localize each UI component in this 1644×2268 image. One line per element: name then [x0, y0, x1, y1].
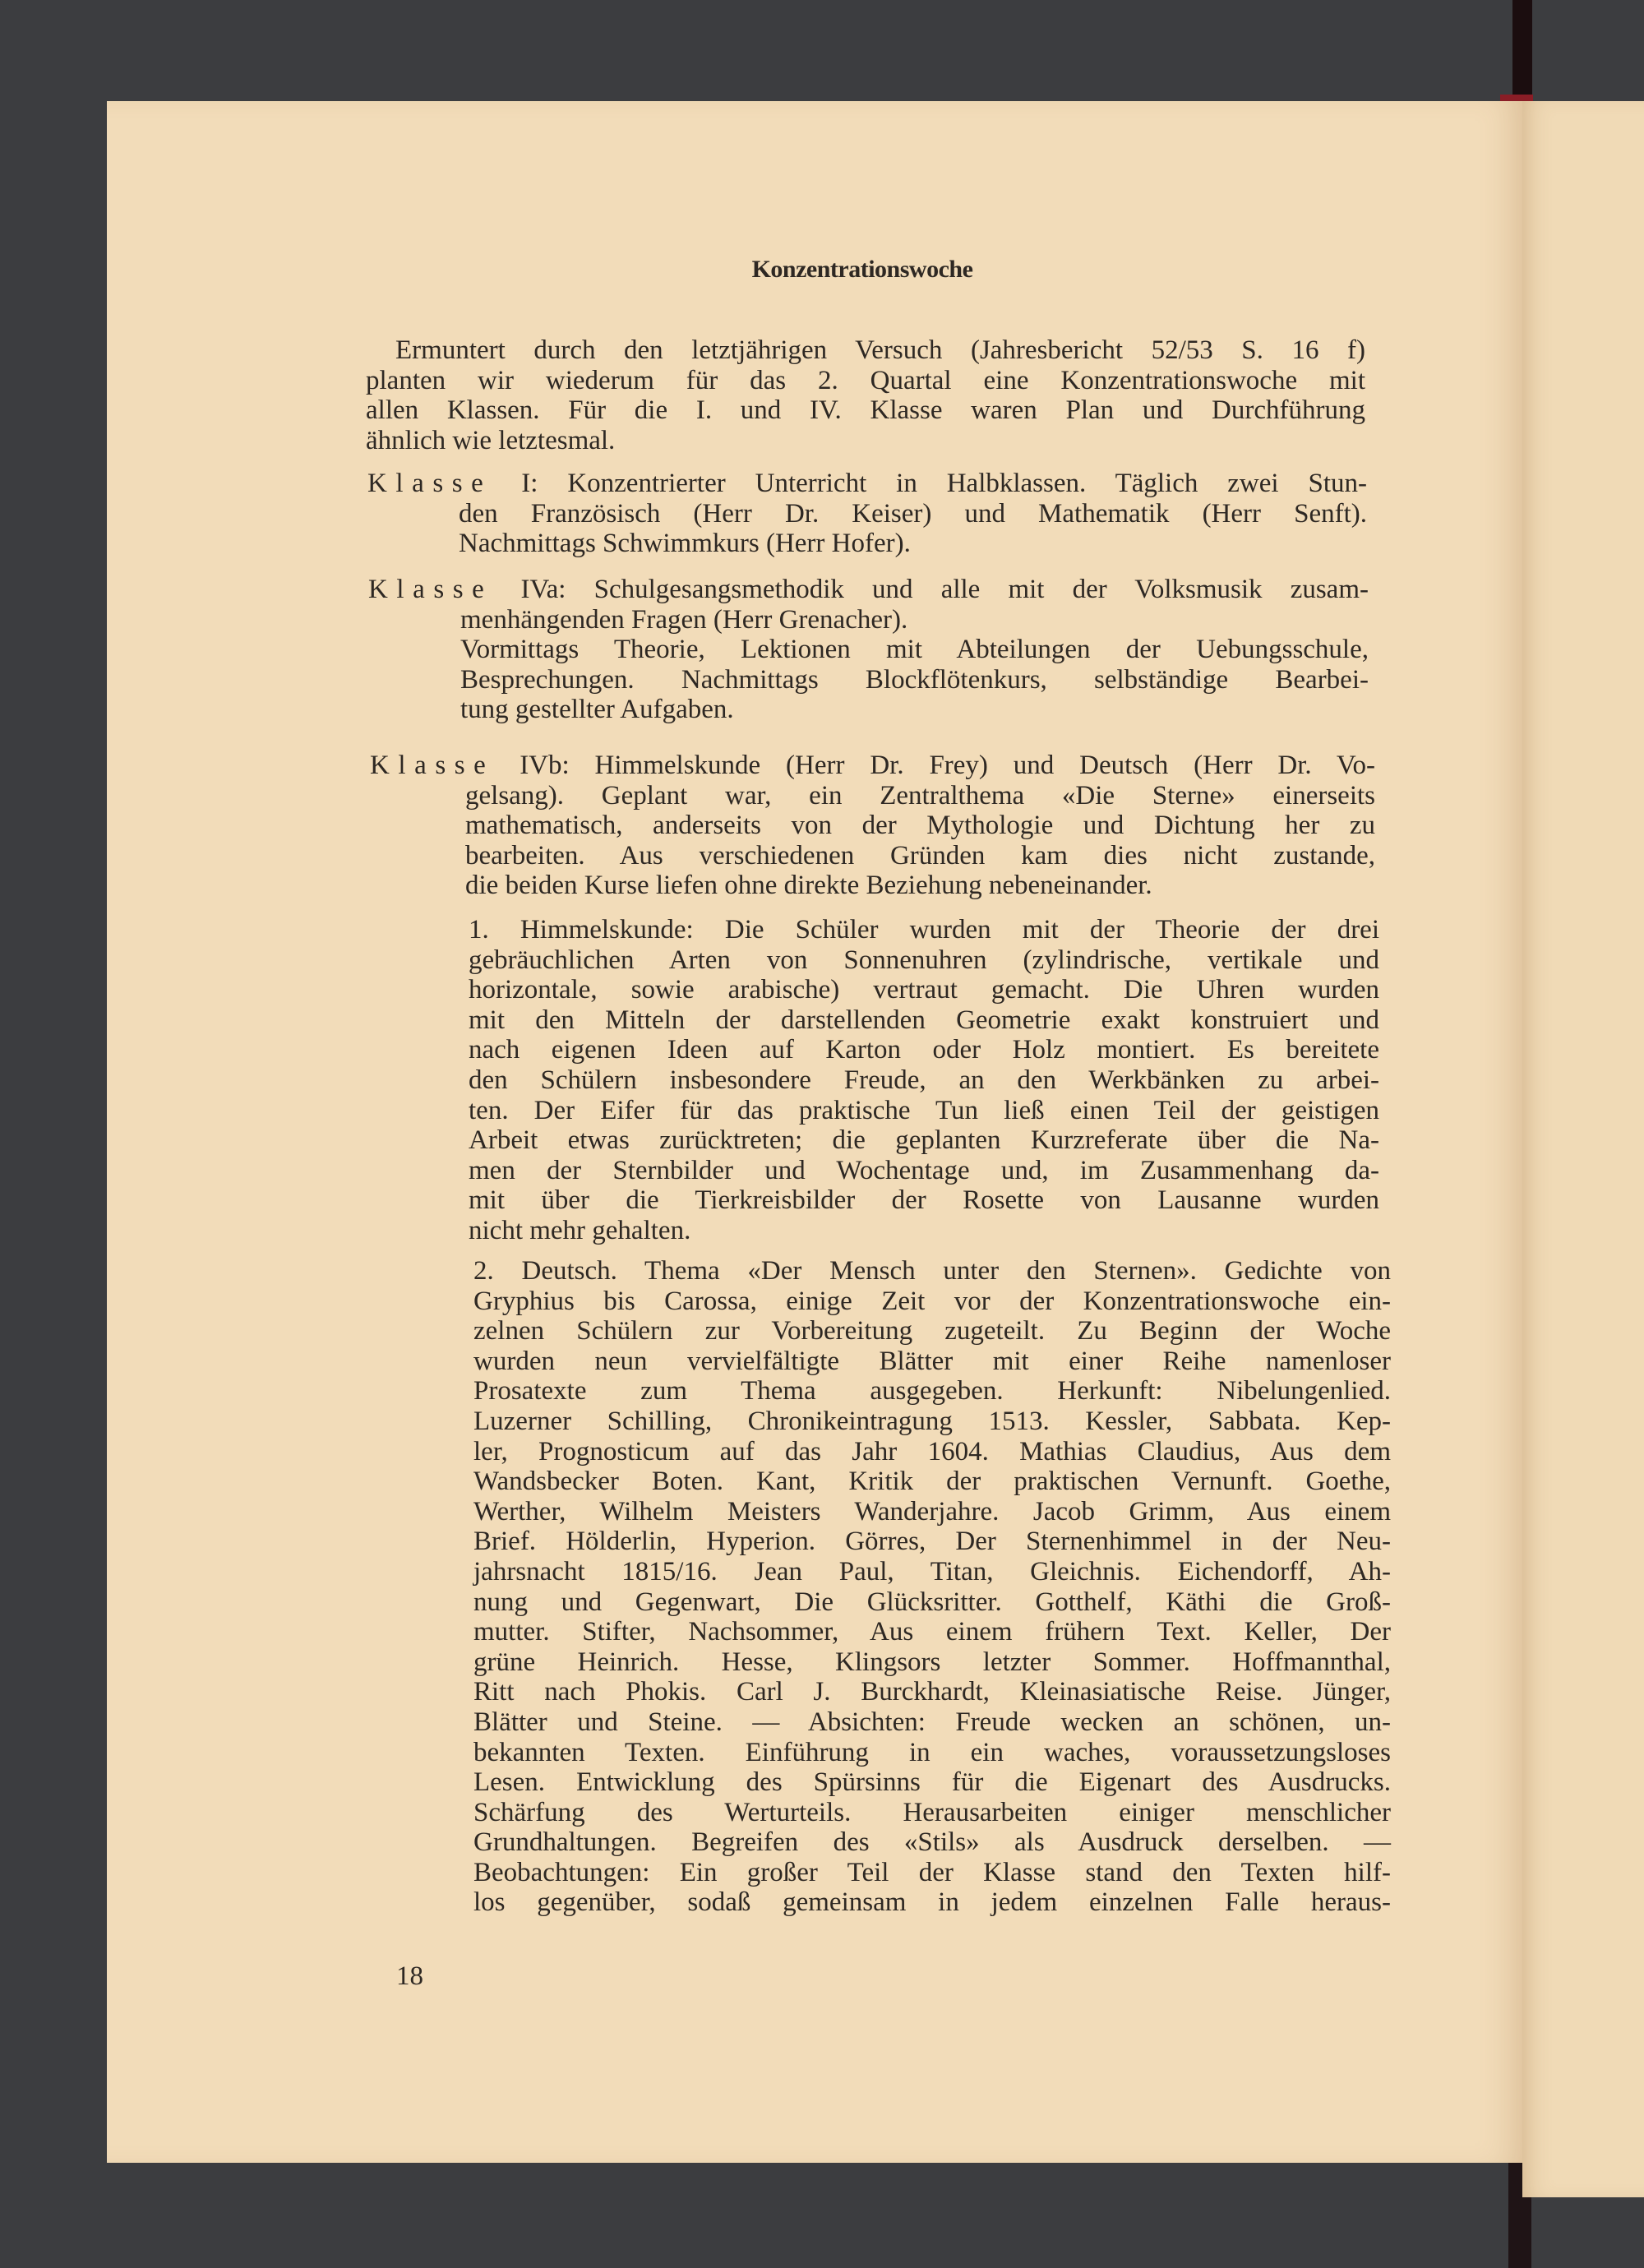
text-line: den Französisch (Herr Dr. Keiser) und Mathematik (Herr Senft). [459, 498, 1367, 529]
text-line: Werther, Wilhelm Meisters Wanderjahre. Jacob Grimm, Aus einem [473, 1496, 1391, 1527]
text-line: allen Klassen. Für die I. und IV. Klasse waren Plan und Durchführung [366, 395, 1365, 426]
klasse-designation: IVb: [494, 751, 595, 780]
text-line: zelnen Schülern zur Vorbereitung zugeteilt. Zu Beginn der Woche [473, 1316, 1391, 1346]
text-line: Grundhaltungen. Begreifen des «Stils» als Ausdruck derselben. — [473, 1827, 1391, 1858]
klasse-designation: I: [492, 469, 568, 498]
text-line: los gegenüber, sodaß gemeinsam in jedem einzelnen Falle heraus- [473, 1887, 1391, 1918]
intro-paragraph [366, 335, 1365, 455]
text-line: mit den Mitteln der darstellenden Geometrie exakt konstruiert und [469, 1005, 1379, 1035]
text-line [368, 575, 1369, 605]
text-line: die beiden Kurse liefen ohne direkte Beziehung nebeneinander. [465, 871, 1152, 901]
text-line: grüne Heinrich. Hesse, Klingsors letzter Sommer. Hoffmannthal, [473, 1647, 1391, 1677]
text-line: bearbeiten. Aus verschiedenen Gründen kam dies nicht zustande, [465, 840, 1375, 871]
text-line: tung gestellter Aufgaben. [460, 695, 734, 725]
line-text: Konzentrierter Unterricht in Halbklassen. Täglich zwei Stun- [567, 469, 1367, 498]
text-line: Gryphius bis Carossa, einige Zeit vor der Konzentrationswoche ein- [473, 1286, 1391, 1316]
deutsch-paragraph [473, 1256, 1391, 1918]
text-line: gelsang). Geplant war, ein Zentralthema «Die Sterne» einerseits [465, 780, 1375, 811]
text-line: jahrsnacht 1815/16. Jean Paul, Titan, Gleichnis. Eichendorff, Ah- [473, 1556, 1391, 1587]
page-number: 18 [396, 1961, 423, 1991]
text-line: Ermuntert durch den letztjährigen Versuch (Jahresbericht 52/53 S. 16 f) [395, 335, 1365, 365]
text-line: Lesen. Entwicklung des Spürsinns für die Eigenart des Ausdrucks. [473, 1767, 1391, 1798]
text-line: Arbeit etwas zurücktreten; die geplanten Kurzreferate über die Na- [469, 1125, 1379, 1156]
line-text: Schulgesangsmethodik und alle mit der Volksmusik zusam- [593, 575, 1369, 604]
text-line: gebräuchlichen Arten von Sonnenuhren (zylindrische, vertikale und [469, 945, 1379, 975]
text-line: 1. Himmelskunde: Die Schüler wurden mit der Theorie der drei [469, 915, 1379, 945]
text-line: ten. Der Eifer für das praktische Tun ließ einen Teil der geistigen [469, 1095, 1379, 1125]
text-line: Prosatexte zum Thema ausgegeben. Herkunft: Nibelungenlied. [473, 1376, 1391, 1407]
text-line [370, 751, 1375, 781]
text-line: Beobachtungen: Ein großer Teil der Klasse stand den Texten hilf- [473, 1857, 1391, 1887]
klasse-label: Klasse [370, 751, 495, 780]
line-text: Himmelskunde (Herr Dr. Frey) und Deutsch (Herr Dr. Vo- [594, 751, 1375, 780]
text-line: den Schülern insbesondere Freude, an den Werkbänken zu arbei- [469, 1065, 1379, 1095]
text-line: wurden neun vervielfältigte Blätter mit einer Reihe namenloser [473, 1346, 1391, 1376]
klasse-1-section [367, 469, 1367, 559]
text-line: nung und Gegenwart, Die Glücksritter. Gotthelf, Käthi die Groß- [473, 1587, 1391, 1617]
text-line: Brief. Hölderlin, Hyperion. Görres, Der Sternenhimmel in der Neu- [473, 1527, 1391, 1557]
text-line: Ritt nach Phokis. Carl J. Burckhardt, Kleinasiatische Reise. Jünger, [473, 1677, 1391, 1707]
text-line: menhängenden Fragen (Herr Grenacher). [460, 604, 908, 635]
text-line: 2. Deutsch. Thema «Der Mensch unter den Sternen». Gedichte von [473, 1256, 1391, 1286]
text-line: horizontale, sowie arabische) vertraut gemacht. Die Uhren wurden [469, 975, 1379, 1005]
facing-page [1522, 101, 1644, 2197]
text-line: nach eigenen Ideen auf Karton oder Holz montiert. Es bereitete [469, 1035, 1379, 1065]
text-line: bekannten Texten. Einführung in ein waches, voraussetzungsloses [473, 1737, 1391, 1767]
text-line: Blätter und Steine. — Absichten: Freude wecken an schönen, un- [473, 1707, 1391, 1737]
text-line: Nachmittags Schwimmkurs (Herr Hofer). [459, 529, 911, 559]
klasse-4b-section [370, 751, 1375, 901]
text-line: Luzerner Schilling, Chronikeintragung 1513. Kessler, Sabbata. Kep- [473, 1406, 1391, 1436]
page-title: Konzentrationswoche [751, 256, 973, 283]
text-line: Schärfung des Werturteils. Herausarbeiten einiger menschlicher [473, 1797, 1391, 1827]
text-line: Wandsbecker Boten. Kant, Kritik der praktischen Vernunft. Goethe, [473, 1467, 1391, 1497]
text-line: ler, Prognosticum auf das Jahr 1604. Mathias Claudius, Aus dem [473, 1436, 1391, 1467]
text-line [367, 469, 1367, 499]
text-line: mutter. Stifter, Nachsommer, Aus einem frühern Text. Keller, Der [473, 1617, 1391, 1647]
text-line: Besprechungen. Nachmittags Blockflötenkurs, selbständige Bearbei- [460, 664, 1369, 695]
text-line: ähnlich wie letztesmal. [366, 425, 616, 455]
text-line: planten wir wiederum für das 2. Quartal eine Konzentrationswoche mit [366, 365, 1365, 395]
himmelskunde-paragraph [469, 915, 1379, 1246]
text-line: men der Sternbilder und Wochentage und, im Zusammenhang da- [469, 1155, 1379, 1185]
klasse-label: Klasse [368, 575, 493, 604]
text-line: mit über die Tierkreisbilder der Rosette von Lausanne wurden [469, 1185, 1379, 1216]
book-spine-top [1512, 0, 1532, 101]
text-line: Vormittags Theorie, Lektionen mit Abteilungen der Uebungsschule, [460, 635, 1369, 665]
text-line: nicht mehr gehalten. [469, 1215, 691, 1245]
text-line: mathematisch, anderseits von der Mythologie und Dichtung her zu [465, 811, 1375, 841]
klasse-4a-section [368, 575, 1369, 725]
klasse-label: Klasse [367, 469, 492, 498]
klasse-designation: IVa: [492, 575, 594, 604]
